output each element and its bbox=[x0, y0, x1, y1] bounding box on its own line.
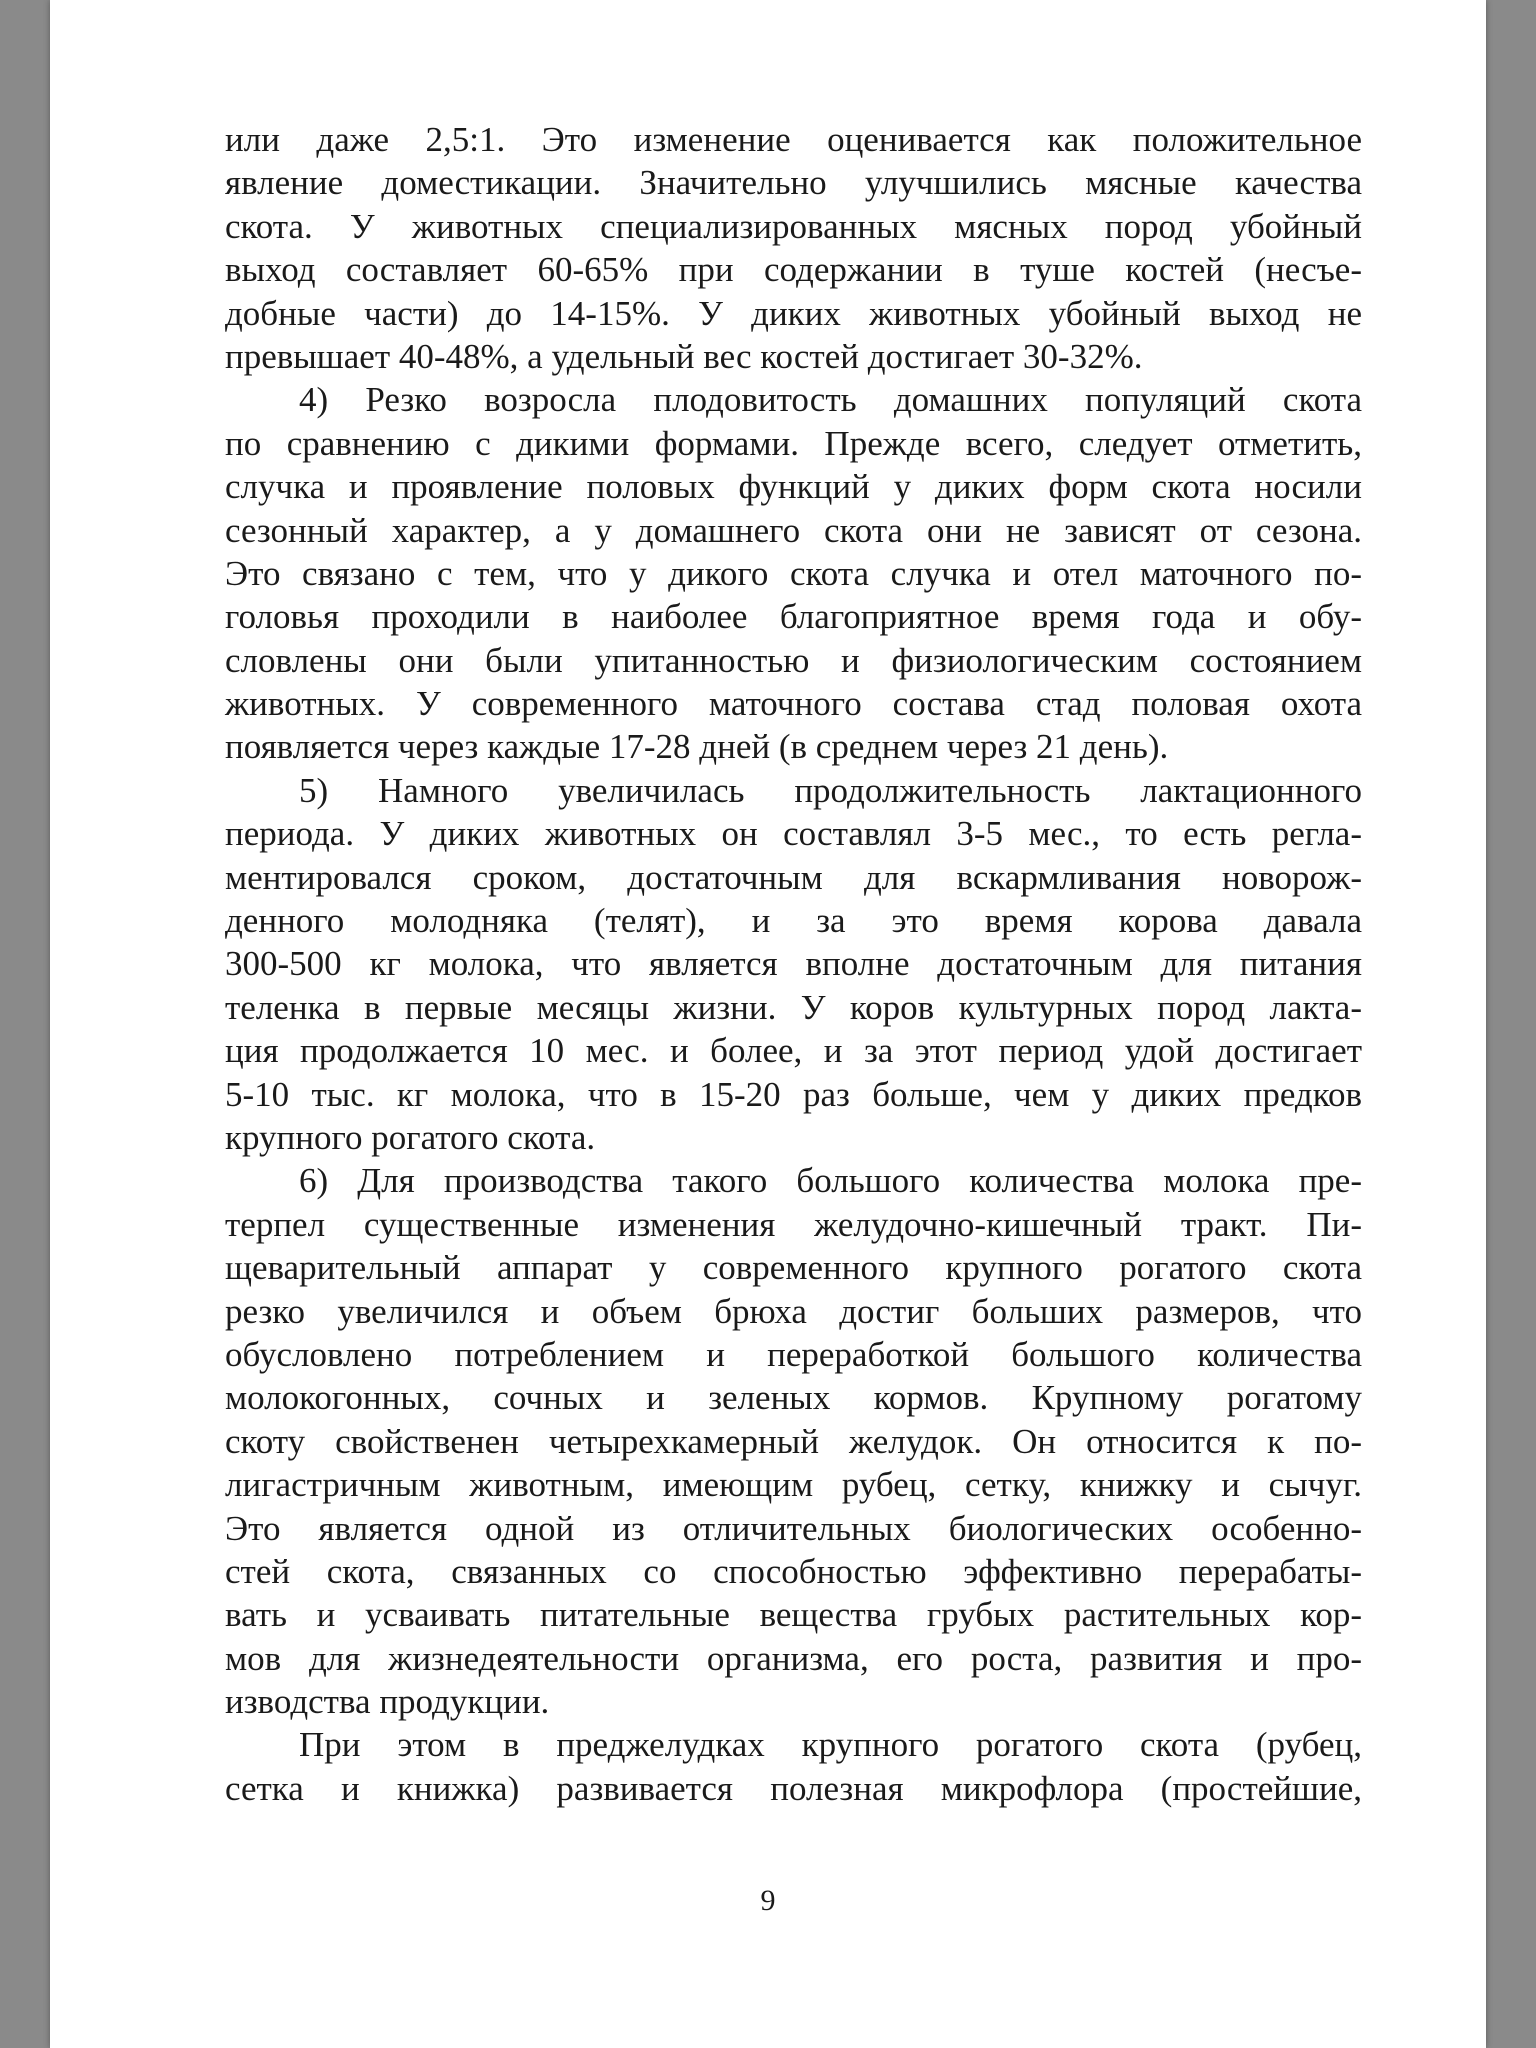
text-line: терпел существенные изменения желудочно-кишечный тракт. Пи- bbox=[225, 1204, 1362, 1244]
body-text bbox=[225, 118, 1362, 1810]
text-line: словлены они были упитанностью и физиологическим состоянием bbox=[225, 640, 1362, 680]
text-line: Это является одной из отличительных биологических особенно- bbox=[225, 1508, 1362, 1548]
text-line: 5-10 тыс. кг молока, что в 15-20 раз больше, чем у диких предков bbox=[225, 1074, 1362, 1114]
text-line: денного молодняка (телят), и за это время корова давала bbox=[225, 901, 1362, 941]
text-line: случка и проявление половых функций у диких форм скота носили bbox=[225, 467, 1362, 507]
text-line: по сравнению с дикими формами. Прежде всего, следует отметить, bbox=[225, 423, 1362, 463]
paragraph-4-first-line: 4) Резко возросла плодовитость домашних популяций скота bbox=[299, 380, 1362, 420]
text-line: стей скота, связанных со способностью эффективно перерабаты- bbox=[225, 1551, 1362, 1591]
text-line: превышает 40-48%, а удельный вес костей достигает 30-32%. bbox=[225, 336, 1143, 376]
text-line: теленка в первые месяцы жизни. У коров культурных пород лакта- bbox=[225, 987, 1362, 1027]
text-line: Это связано с тем, что у дикого скота случка и отел маточного по- bbox=[225, 553, 1362, 593]
text-line: добные части) до 14-15%. У диких животных убойный выход не bbox=[225, 293, 1362, 333]
text-line: вать и усваивать питательные вещества грубых растительных кор- bbox=[225, 1595, 1362, 1635]
paragraph-6-first-line: 6) Для производства такого большого количества молока пре- bbox=[299, 1161, 1362, 1201]
paragraph-7-first-line: При этом в преджелудках крупного рогатого скота (рубец, bbox=[299, 1725, 1362, 1765]
text-line: периода. У диких животных он составлял 3-5 мес., то есть регла- bbox=[225, 814, 1362, 854]
text-line: 300-500 кг молока, что является вполне достаточным для питания bbox=[225, 944, 1362, 984]
text-line: щеварительный аппарат у современного крупного рогатого скота bbox=[225, 1248, 1362, 1288]
text-line: обусловлено потреблением и переработкой большого количества bbox=[225, 1334, 1362, 1374]
text-line: изводства продукции. bbox=[225, 1682, 550, 1722]
text-line: сезонный характер, а у домашнего скота они не зависят от сезона. bbox=[225, 510, 1362, 550]
text-line: ментировался сроком, достаточным для вскармливания новорож- bbox=[225, 857, 1362, 897]
text-line: или даже 2,5:1. Это изменение оценивается как положительное bbox=[225, 120, 1362, 159]
text-line: лигастричным животным, имеющим рубец, сетку, книжку и сычуг. bbox=[225, 1465, 1362, 1505]
text-line: ция продолжается 10 мес. и более, и за этот период удой достигает bbox=[225, 1031, 1362, 1071]
text-line: головья проходили в наиболее благоприятное время года и обу- bbox=[225, 597, 1362, 637]
text-line: явление доместикации. Значительно улучшились мясные качества bbox=[225, 163, 1362, 203]
text-line: молокогонных, сочных и зеленых кормов. Крупному рогатому bbox=[225, 1378, 1362, 1418]
document-page bbox=[50, 0, 1486, 2048]
text-line: мов для жизнедеятельности организма, его роста, развития и про- bbox=[225, 1638, 1362, 1678]
page-number: 9 bbox=[760, 1884, 776, 1917]
text-line: выход составляет 60-65% при содержании в туше костей (несъе- bbox=[225, 250, 1362, 290]
text-line: скота. У животных специализированных мясных пород убойный bbox=[225, 206, 1362, 246]
paragraph-5-first-line: 5) Намного увеличилась продолжительность лактационного bbox=[299, 770, 1362, 810]
text-line: скоту свойственен четырехкамерный желудок. Он относится к по- bbox=[225, 1421, 1362, 1461]
text-line: сетка и книжка) развивается полезная микрофлора (простейшие, bbox=[225, 1768, 1362, 1808]
text-line: появляется через каждые 17-28 дней (в среднем через 21 день). bbox=[225, 727, 1169, 767]
text-line: крупного рогатого скота. bbox=[225, 1117, 596, 1157]
text-line: резко увеличился и объем брюха достиг больших размеров, что bbox=[225, 1291, 1362, 1331]
text-line: животных. У современного маточного состава стад половая охота bbox=[225, 684, 1362, 724]
